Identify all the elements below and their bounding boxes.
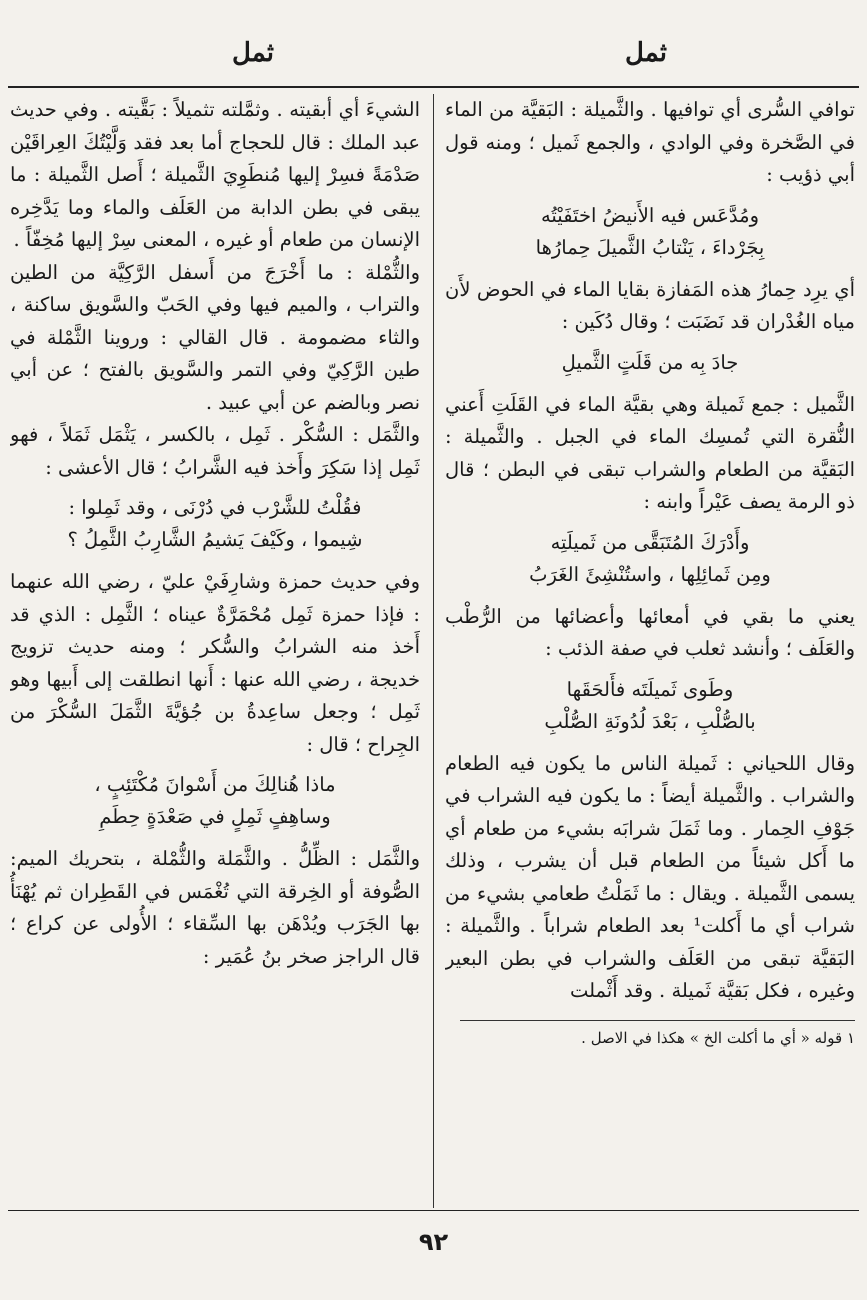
verse (10, 769, 420, 833)
right-column (445, 94, 855, 1206)
paragraph: يعني ما بقي في أمعائها وأعضائها من الرُّطْب والعَلَف ؛ وأنشد ثعلب في صفة الذئب : (445, 604, 855, 660)
footer-rule (8, 1210, 859, 1211)
footnote-rule (460, 1020, 855, 1021)
verse (445, 527, 855, 591)
verse-line: جادَ بِه من قَلَتٍ الثَّميلِ (561, 350, 739, 374)
verse-line: وطَوى ثَميلَتَه فأَلحَقَها (566, 677, 734, 701)
page-number: ٩٢ (418, 1228, 449, 1256)
verse-line: فقُلْتُ للشَّرْب في دُرْنَى ، وقد ثَمِلوا : (68, 496, 362, 519)
verse-line: شِيموا ، وكَيْفَ يَشيمُ الشَّارِبُ الثَّمِلُ ؟ (67, 528, 363, 551)
verse-line: وأَدْرَكَ المُتَبَقَّى من ثَميلَتِه (550, 530, 750, 554)
paragraph: توافي السُّرى أي توافيها . والثَّميلة : البَقيَّة من الماء في الصَّخرة وفي الوادي ، والجمع ثَميل ؛ ومنه قول أبي ذؤيب : (445, 98, 855, 186)
verse-line: ومُدَّعَس فيه الأَنيضُ اختَفَيْتُه (540, 203, 760, 227)
header-rule (8, 86, 859, 88)
left-column (10, 94, 420, 1206)
paragraph: أي يرِد حِمارُ هذه المَفازة بقايا الماء في الحوض لأَن مياه الغُدْران قد نَضَبَت ؛ وقال دُكَين : (445, 277, 855, 333)
paragraph: الشيءَ أي أبقيته . وثمَّلته تثميلاً : بَقَّيته . وفي حديث عبد الملك : قال للحجاج أما بعد فقد وَلَّيْتُكَ العِراقَيْن صَدْمَةً فسِرْ إليها مُنطَوِيَ الثَّميلة ؛ أَصل الثَّميلة : ما يبقى في بطن الدابة من العَلَف والماء وما يَدَّخِره الإنسان من طعام أو غيره ، المعنى سِرْ إليها مُخِفّاً . (10, 98, 420, 251)
verse-line: بالصُّلْبِ ، بَعْدَ لُدُونَةِ الصُّلْبِ (544, 709, 756, 733)
verse (445, 347, 855, 379)
verse (445, 200, 855, 264)
verse-line: بِجَرْداءَ ، يَنْتابُ الثَّميلَ حِمارُها (535, 235, 765, 259)
paragraph: وقال اللحياني : ثَميلة الناس ما يكون فيه الطعام والشراب . والثَّميلة أيضاً : ما يكون فيه الشراب في جَوْفِ الحِمار . وما ثَمَلَ شرابَه بشيء من طعام أي ما أَكل شيئاً من الطعام قبل أن يشرب ، وذلك يسمى الثَّميلة . ويقال : ما ثَمَلْتُ طعامي بشيء من شراب أي ما أَكلت¹ بعد الطعام شراباً . والثَّميلة : البَقيَّة تبقى من العَلَف والشراب في بطن البعير وغيره ، فكل بَقيَّة ثَميلة . وقد أَثْملت (445, 751, 855, 1002)
verse (445, 674, 855, 738)
verse (10, 492, 420, 556)
header-entry-right: ثمل (625, 38, 667, 68)
paragraph: والثَّمَل : السُّكْر . ثَمِل ، بالكسر ، يَثْمَل ثَمَلاً ، فهو ثَمِل إذا سَكِرَ وأَخذ فيه الشَّرابُ ؛ قال الأعشى : (10, 423, 420, 479)
paragraph: والثَّمَل : الظِّلُّ . والثَّمَلة والثُّمْلة ، بتحريك الميم: الصُّوفة أو الخِرقة التي تُغْمَس في القَطِران ثم يُهْنَأُ بها الجَرَب ويُدْهَن بها السِّقاء ؛ الأُولى عن كراع ؛ قال الراجز صخر بنُ عُمَير : (10, 847, 420, 968)
verse-line: ماذا هُنالِكَ من أَسْوانَ مُكْتَئِبٍ ، (94, 773, 336, 796)
verse-line: وساهِفٍ ثَمِلٍ في صَعْدَةٍ حِطَمِ (99, 805, 331, 828)
paragraph: والثُّمْلة : ما أَخْرَجَ من أَسفل الرَّكِيَّة من الطين والتراب ، والميم فيها وفي الحَبّ والسَّويق ساكنة ، والثاء مضمومة . قال القالي : وروينا الثَّمْلة في طين الرَّكِيّ وفي التمر والسَّويق بالفتح ؛ عن أبي نصر وبالضم عن أبي عبيد . (10, 260, 420, 414)
header-entry-left: ثمل (232, 38, 274, 68)
column-divider (433, 94, 434, 1208)
verse-line: ومِن ثَمائِلِها ، واستُنْشِئَ الغَرَبُ (529, 562, 771, 586)
paragraph: وفي حديث حمزة وشارِفَيْ عليّ ، رضي الله عنهما : فإذا حمزة ثَمِل مُحْمَرَّةٌ عيناه ؛ الثَّمِل : الذي قد أَخذ منه الشرابُ والسُّكر ؛ ومنه حديث تزويج خديجة ، رضي الله عنها : أَنها انطلقت إلى أَبيها وهو ثَمِل ؛ وجعل ساعِدةُ بن جُؤيَّةَ الثَّمَلَ السُّكْرَ من الجِراح ؛ قال : (10, 570, 420, 756)
footnote: ١ قوله « أي ما أكلت الخ » هكذا في الاصل . (581, 1028, 855, 1047)
paragraph: الثَّميل : جمع ثَميلة وهي بقيَّة الماء في القَلَتِ أَعني النُّقرة التي تُمسِك الماء في الجبل . والثَّميلة : البَقيَّة من الطعام والشراب تبقى في البطن ؛ قال ذو الرمة يصف عَيْراً وابنه : (445, 392, 855, 513)
